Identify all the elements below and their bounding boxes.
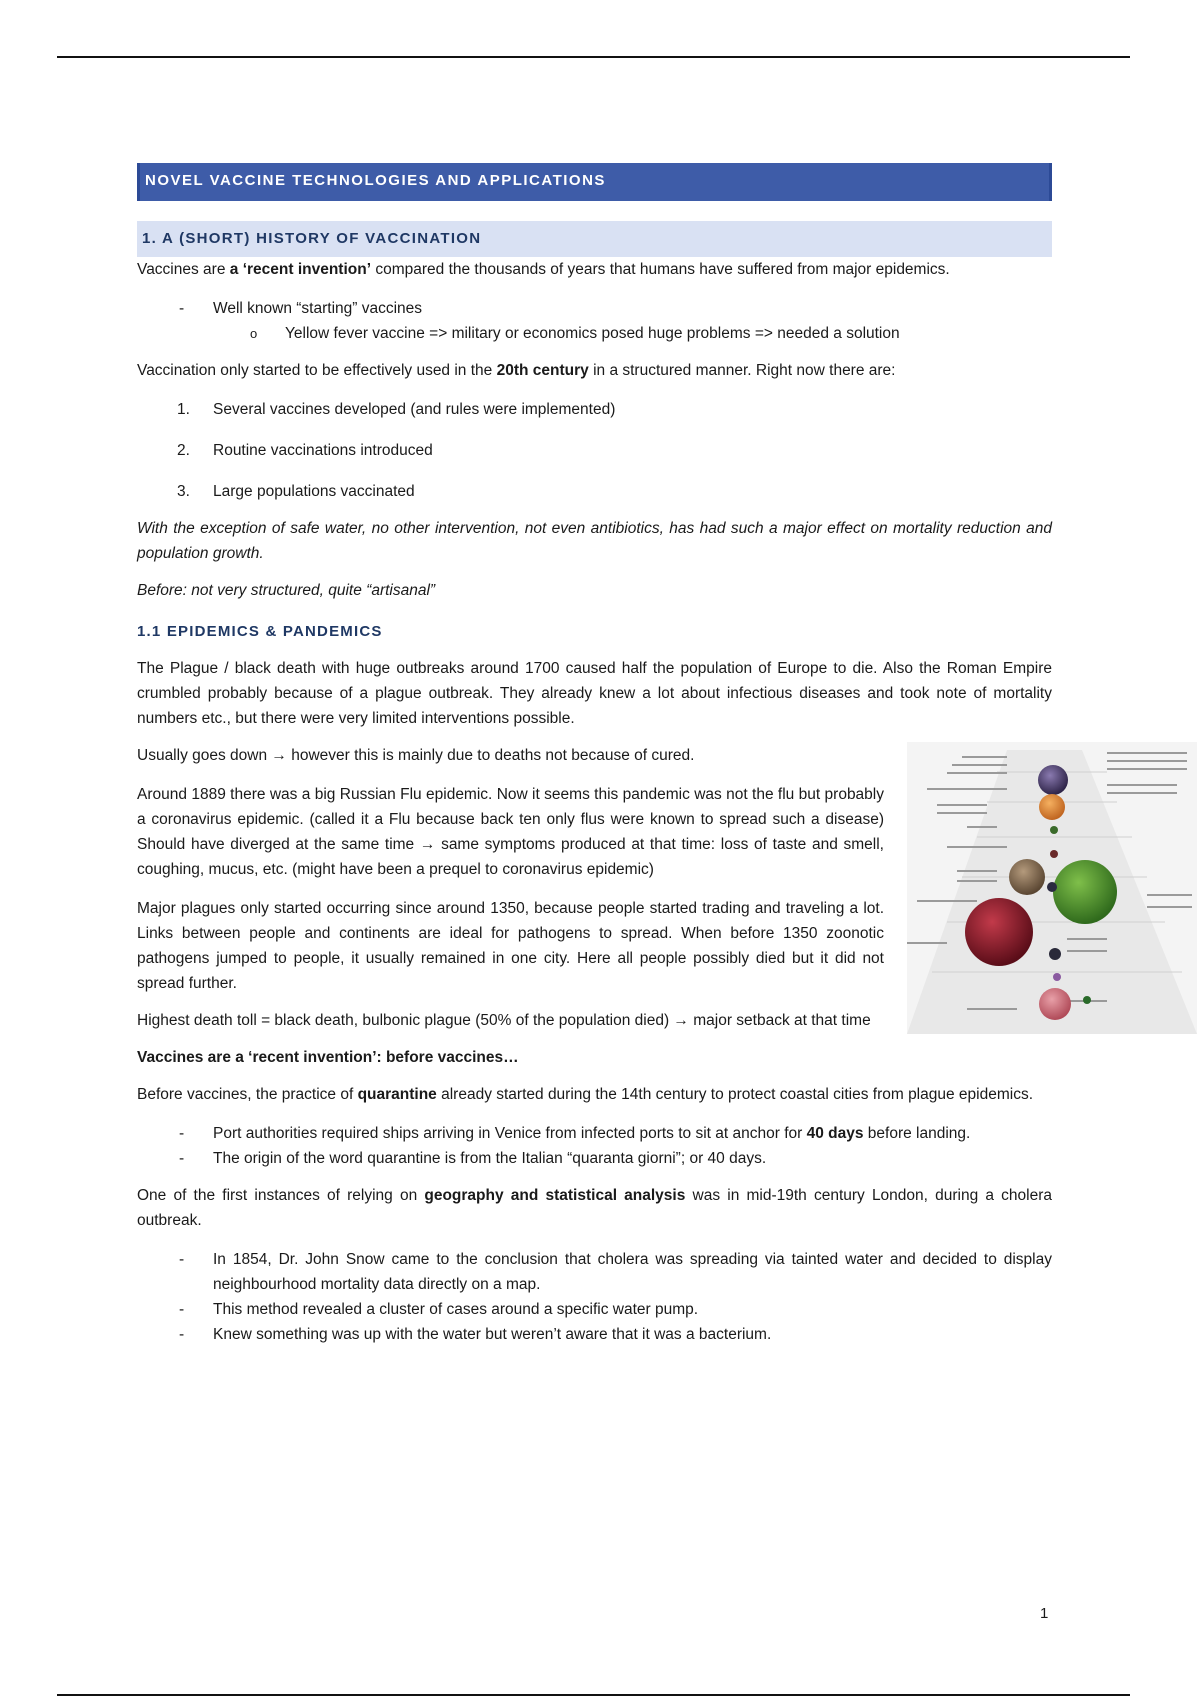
list-item: 2. Routine vaccinations introduced — [177, 442, 433, 459]
list-item: 1. Several vaccines developed (and rules were implemented) — [177, 401, 616, 418]
list-item: - Knew something was up with the water but weren’t aware that it was a bacterium. — [137, 1322, 1052, 1347]
quarantine-list — [137, 1121, 1052, 1171]
list-item: - In 1854, Dr. John Snow came to the conclusion that cholera was spreading via tainted water and decided to display neighbourhood mortality data directly on a map. — [137, 1247, 1052, 1297]
usually-paragraph: Usually goes down → however this is mainly due to deaths not because of cured. — [137, 747, 695, 764]
infographic-icon — [907, 742, 1197, 1034]
pandemic-death-toll-infographic — [907, 742, 1197, 1034]
snow-list — [137, 1247, 1052, 1347]
list-item: - This method revealed a cluster of cases around a specific water pump. — [137, 1297, 1052, 1322]
list-item: - Port authorities required ships arriving in Venice from infected ports to sit at anchor for 40 days before landing. — [137, 1121, 1052, 1146]
plague-paragraph: The Plague / black death with huge outbreaks around 1700 caused half the population of Europe to die. Also the Roman Empire crumbled probably because of a plague outbreak. They already knew a lot about infectious diseases and took note of mortality numbers etc., but there were very limited interventions possible. — [137, 660, 1052, 727]
list-item: o Yellow fever vaccine => military or economics posed huge problems => needed a solution — [137, 321, 1052, 346]
list-item: 3. Large populations vaccinated — [177, 483, 415, 500]
list-item: - Well known “starting” vaccines — [137, 296, 1052, 321]
before-paragraph: Before: not very structured, quite “artisanal” — [137, 582, 436, 599]
quote-paragraph: With the exception of safe water, no other intervention, not even antibiotics, has had such a major effect on mortality reduction and population growth. — [137, 520, 1052, 562]
list-item: - The origin of the word quarantine is from the Italian “quaranta giorni”; or 40 days. — [137, 1146, 1052, 1171]
numbered-list — [137, 397, 1052, 504]
starting-vaccines-sublist — [137, 321, 1052, 346]
russian-flu-paragraph: Around 1889 there was a big Russian Flu epidemic. Now it seems this pandemic was not the flu but probably a coronavirus epidemic. (called it a Flu because back ten only flus were known to spread such a disease) Should have diverged at the same time → same symptoms produced at that time: loss of taste and smell, coughing, mucus, etc. (might have been a prequel to coronavirus epidemic) — [137, 786, 884, 878]
vaccination-started-paragraph: Vaccination only started to be effectively used in the 20th century in a structured manner. Right now there are: — [137, 362, 896, 379]
page-number: 1 — [1040, 1605, 1049, 1622]
section-heading-epidemics: 1.1 EPIDEMICS & PANDEMICS — [137, 623, 383, 640]
major-plagues-paragraph: Major plagues only started occurring since around 1350, because people started trading and traveling a lot. Links between people and continents are ideal for pathogens to spread. When before 1350 zoonotic pathogens jumped to people, it usually remained in one city. Here all people possibly died but it did not spread further. — [137, 900, 884, 992]
footer-rule — [57, 1694, 1130, 1696]
geography-paragraph: One of the first instances of relying on geography and statistical analysis was in mid-19th century London, during a cholera outbreak. — [137, 1187, 1053, 1229]
header-rule — [57, 56, 1130, 58]
section-heading-history: 1. A (SHORT) HISTORY OF VACCINATION — [137, 221, 1052, 257]
starting-vaccines-list — [137, 296, 1052, 321]
intro-paragraph: Vaccines are a ‘recent invention’ compared the thousands of years that humans have suffered from major epidemics. — [137, 261, 950, 278]
document-title: NOVEL VACCINE TECHNOLOGIES AND APPLICATIONS — [137, 163, 1052, 201]
quarantine-paragraph: Before vaccines, the practice of quarantine already started during the 14th century to protect coastal cities from plague epidemics. — [137, 1086, 1034, 1103]
highest-death-paragraph: Highest death toll = black death, bulbonic plague (50% of the population died) → major setback at that time — [137, 1012, 871, 1029]
before-vaccines-heading: Vaccines are a ‘recent invention’: before vaccines… — [137, 1049, 519, 1066]
